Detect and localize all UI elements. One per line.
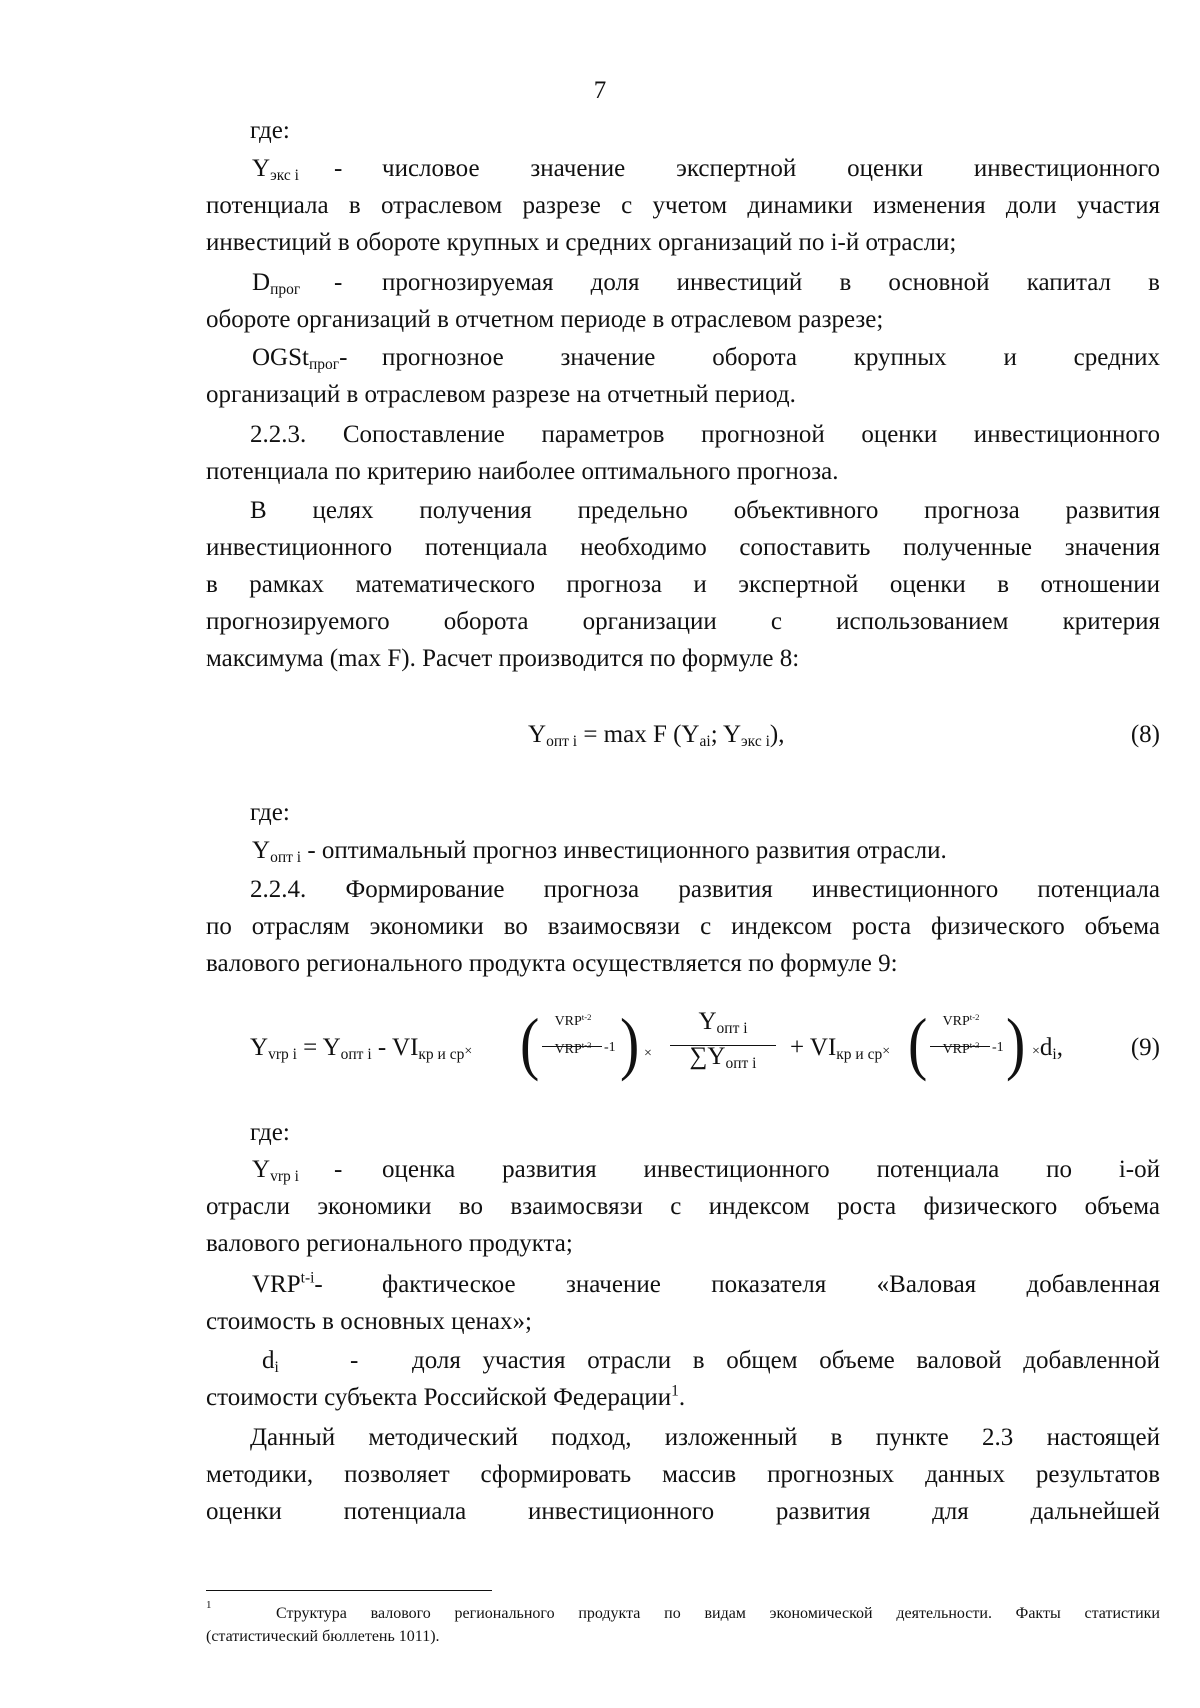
formula-9-vrp-ratio-1: VRP$^{t-2}$ VRP$^{t-3}$	[554, 1011, 592, 1057]
yeks-dash: -	[334, 155, 343, 182]
footnote-mark: 1	[206, 1599, 212, 1611]
final-para-line-1: Данный методический подход, изложенный в пункте 2.3 настоящей	[250, 1424, 1160, 1451]
section-224-line-2: по отраслям экономики во взаимосвязи с индексом роста физического объема	[206, 913, 1160, 940]
di-def-line-1: доля участия отрасли в общем объеме валовой добавленной	[412, 1347, 1160, 1374]
section-223-line-2: потенциала по критерию наиболее оптимального прогноза.	[206, 458, 839, 485]
dprog-dash: -	[334, 269, 343, 296]
dprog-term: $D_{прог}$	[252, 269, 301, 298]
formula-9-right-paren-2: )	[1006, 1004, 1026, 1083]
vrp-term: VRP$^{t-i}$-	[252, 1269, 323, 1298]
di-def-line-2: стоимости субъекта Российской Федерации$^1$.	[206, 1382, 686, 1411]
goal-para-line-5: максимума (max F). Расчет производится по формуле 8:	[206, 645, 800, 672]
section-224-line-3: валового регионального продукта осуществляется по формуле 9:	[206, 950, 898, 977]
yvrp-def-line-2: отрасли экономики во взаимосвязи с индексом роста физического объема	[206, 1193, 1160, 1220]
where-label-3: где:	[250, 1119, 290, 1146]
dprog-def-line-1: прогнозируемая доля инвестиций в основной капитал в	[382, 269, 1160, 296]
formula-9-fraction-bar-1	[542, 1046, 602, 1047]
ogst-term: OGSt$_{прог}$-	[252, 344, 348, 373]
formula-9-d-term: $\times d_i$,	[1032, 1034, 1063, 1063]
goal-para-line-3: в рамках математического прогноза и экспертной оценки в отношении	[206, 571, 1160, 598]
footnote-separator	[206, 1590, 492, 1591]
yopt-definition: $Y_{опт i}$ - оптимальный прогноз инвестиционного развития отрасли.	[252, 837, 947, 866]
footnote-line-1: Структура валового регионального продукта по видам экономической деятельности. Факты статистики	[276, 1605, 1160, 1622]
formula-9-left-paren-2: (	[908, 1004, 928, 1083]
dprog-def-line-2: обороте организаций в отчетном периоде в отраслевом разрезе;	[206, 306, 884, 333]
formula-9-minus-one-2: -1	[992, 1040, 1004, 1055]
footnote-ref[interactable]: 1	[671, 1382, 679, 1400]
yvrp-def-line-3: валового регионального продукта;	[206, 1230, 573, 1257]
yeks-term: $Y_{экс i}$	[252, 155, 299, 184]
formula-9-fraction-bar-2	[670, 1045, 776, 1046]
formula-9-vrp-ratio-2: VRP$^{t-2}$ VRP$^{t-3}$	[942, 1011, 980, 1057]
section-224-line-1: 2.2.4. Формирование прогноза развития инвестиционного потенциала	[250, 876, 1160, 903]
ogst-def-line-1: прогнозное значение оборота крупных и средних	[382, 344, 1160, 371]
yeks-def-line-3: инвестиций в обороте крупных и средних организаций по i-й отрасли;	[206, 229, 957, 256]
formula-9-share-ratio: $Y_{опт i}$ $\sum Y_{опт i}$	[689, 1008, 757, 1072]
footnote-line-2: (статистический бюллетень 1011).	[206, 1628, 440, 1645]
formula-9-fraction-bar-3	[930, 1046, 990, 1047]
di-dash: -	[350, 1347, 359, 1374]
yeks-def-line-2: потенциала в отраслевом разрезе с учетом динамики изменения доли участия	[206, 192, 1160, 219]
formula-9-times-2: ×	[644, 1046, 652, 1061]
goal-para-line-4: прогнозируемого оборота организации с использованием критерия	[206, 608, 1160, 635]
yeks-def-line-1: числовое значение экспертной оценки инвестиционного	[382, 155, 1160, 182]
yvrp-dash: -	[334, 1156, 343, 1183]
formula-9	[250, 1005, 1030, 1091]
formula-9-plus-vi: + $VI_{кр и ср}\times$	[790, 1034, 891, 1063]
di-term: $d_i$	[262, 1347, 279, 1376]
formula-8: $Y_{опт i} = \max F$ ($Y_{ai}$; $Y_{экс i}$),	[528, 721, 785, 750]
section-223-line-1: 2.2.3. Сопоставление параметров прогнозной оценки инвестиционного	[250, 421, 1160, 448]
formula-9-right-paren-1: )	[620, 1004, 640, 1083]
page-number: 7	[593, 77, 607, 104]
goal-para-line-2: инвестиционного потенциала необходимо сопоставить полученные значения	[206, 534, 1160, 561]
formula-9-minus-one-1: -1	[604, 1040, 616, 1055]
vrp-def-line-2: стоимость в основных ценах»;	[206, 1308, 532, 1335]
yvrp-term: $Y_{vrp i}$	[252, 1156, 299, 1185]
formula-9-number: (9)	[1130, 1034, 1160, 1061]
goal-para-line-1: В целях получения предельно объективного прогноза развития	[250, 497, 1160, 524]
ogst-def-line-2: организаций в отраслевом разрезе на отчетный период.	[206, 381, 796, 408]
vrp-def-line-1: фактическое значение показателя «Валовая добавленная	[382, 1271, 1160, 1298]
formula-9-lhs: $Y_{vrp i} = Y_{опт i} - VI_{кр и ср}\times$	[250, 1034, 473, 1063]
yvrp-def-line-1: оценка развития инвестиционного потенциала по i-ой	[382, 1156, 1160, 1183]
formula-9-left-paren-1: (	[520, 1004, 540, 1083]
final-para-line-2: методики, позволяет сформировать массив прогнозных данных результатов	[206, 1461, 1160, 1488]
final-para-line-3: оценки потенциала инвестиционного развития для дальнейшей	[206, 1498, 1160, 1525]
where-label-2: где:	[250, 799, 290, 826]
formula-8-number: (8)	[1130, 721, 1160, 748]
where-label: где:	[250, 117, 290, 144]
